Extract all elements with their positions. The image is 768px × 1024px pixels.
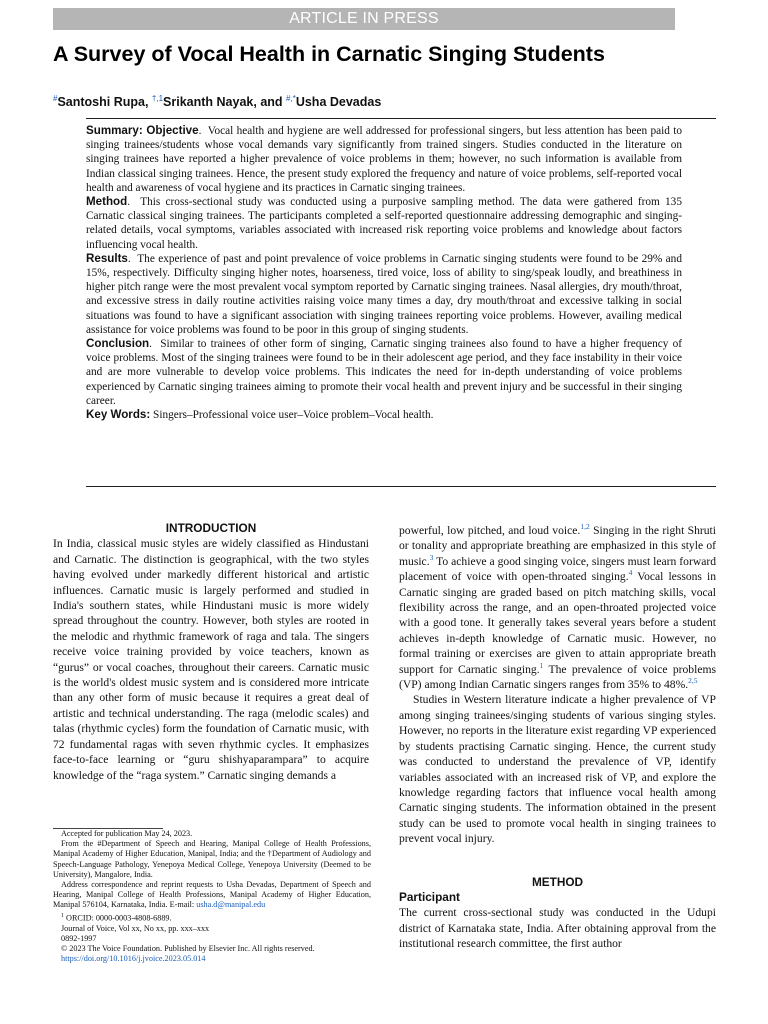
author-affiliation-mark[interactable]: †,1 xyxy=(151,94,164,103)
author-name: Santoshi Rupa, xyxy=(57,95,149,109)
citation-link[interactable]: 2,5 xyxy=(688,676,698,686)
author-affiliation-mark[interactable]: # xyxy=(53,94,58,103)
abstract xyxy=(86,124,682,422)
method-heading: METHOD xyxy=(531,874,584,889)
journal-info: Journal of Voice, Vol xx, No xx, pp. xxx–xxx xyxy=(61,923,210,933)
author-name: Srikanth Nayak, and xyxy=(163,95,283,109)
participant-heading: Participant xyxy=(399,889,460,904)
abstract-conclusion: Conclusion. Similar to trainees of other form of singing, Carnatic singing trainees also found to have a higher frequency of voice problems. Most of the singing trainees were found to be in their adolescent age period, and they face instability in their voice and are more vulnerable to develop voice problems. This indicates the need for in-depth understanding of voice problems experienced by Carnatic singing trainees aiming to promote their vocal health and prevent injury and be successful in their singing career. xyxy=(86,337,682,407)
citation-link[interactable]: 4 xyxy=(628,568,633,578)
abstract-keywords xyxy=(86,408,682,422)
introduction-paragraph-cont: powerful, low pitched, and loud voice.$^{1,2}$ Singing in the right Shruti or tonality and appropriate breathing are emphasized in this style of music.$^3$ To achieve a good singing voice, singers must learn forward placement of voice with open-throated singing.$^4$ Vocal lessons in Carnatic singing are graded based on pitch matching skills, vocal flexibility across the range, and an open-throated projected voice with a good tone. It generally takes several years before a student achieves in-depth knowledge of Carnatic music. However, no formal training or exercises are given to attain appropriate breath support for Carnatic singing.$^1$ The prevalence of voice problems (VP) among Indian Carnatic singers ranges from 35% to 48%.$^{2,5}$ xyxy=(399,522,717,692)
keywords-label: Key Words: xyxy=(86,408,151,422)
copyright: © 2023 The Voice Foundation. Published by Elsevier Inc. All rights reserved. xyxy=(61,943,315,953)
abstract-results: Results. The experience of past and point prevalence of voice problems in Carnatic singing students were found to be 29% and 15%, respectively. Difficulty singing higher notes, hoarseness, tired voice, loss of ability to sing/speak loudly, and breathiness in higher pitch range were the most prevalent vocal symptom reported by Carnatic singing trainees. Nasal allergies, dry mouth/throat, and excessive stress in daily routine activities raising voice many times a day, dry mouth/throat and excessive talking in social situations was found to have a significant association with singing trainees reporting voice problems. However, availing medical assistance for voice problems was found to be poor in this group of singing students. xyxy=(86,251,682,336)
right-column xyxy=(399,523,716,952)
author-list xyxy=(53,94,381,109)
author-affiliation-mark[interactable]: #,* xyxy=(286,94,296,103)
doi-link[interactable]: https://doi.org/10.1016/j.jvoice.2023.05.014 xyxy=(61,954,206,964)
orcid-mark: 1 xyxy=(61,912,64,919)
abstract-top-rule xyxy=(86,118,716,119)
method-label: Method xyxy=(86,195,128,209)
left-column xyxy=(53,521,369,783)
citation-link[interactable]: 3 xyxy=(429,552,434,562)
footnotes xyxy=(53,829,371,964)
article-title: A Survey of Vocal Health in Carnatic Singing Students xyxy=(53,42,605,66)
article-in-press-banner: ARTICLE IN PRESS xyxy=(53,8,675,30)
introduction-heading: INTRODUCTION xyxy=(165,521,257,535)
conclusion-label: Conclusion xyxy=(86,337,150,351)
orcid xyxy=(53,911,371,924)
results-label: Results xyxy=(86,251,128,265)
conclusion-text: Similar to trainees of other form of singing, Carnatic singing trainees also found to have a higher frequency of voice problems. Most of the singing trainees were found to be in their adolescent age period, and they face instability in their voice and are more vulnerable to develop voice problems. This indicates the need for in-depth understanding of voice problems experienced by Carnatic singing trainees aiming to promote their vocal health and prevent injury and be successful in their singing career. xyxy=(86,338,682,407)
introduction-paragraph: In India, classical music styles are widely classified as Hindustani and Carnatic. The distinction is geographical, with the two styles having evolved under markedly different historical and artistic influences. Carnatic music is largely performed and studied in India's southern states, while Hindustani music is more widely spread throughout the country. However, both styles are rooted in the melodic and rhythmic framework of raga and tala. The singers receive voice training provided by voice teachers, known as “gurus” or vocal coaches, throughout their careers. Carnatic music is the world's oldest music system and is considered more intricate than any other form of music because it requires a great deal of artistic and technical understanding. The raga (melodic scales) and talas (rhythmic cycles) form the foundation of Carnatic music, with 72 fundamental ragas with seven rhythmic cycles. It emphasizes face-to-face learning or “guru shishyaparampara” to acquire knowledge of the “raga system.” Carnatic singing demands a xyxy=(53,537,369,782)
objective-label: Summary: Objective xyxy=(86,124,199,137)
correspondence: Address correspondence and reprint requests to Usha Devadas, Department of Speech and Hearing, Manipal College of Health Professions, Manipal Academy of Higher Education, Manipal 576104, Karnataka, India. E-mail: usha.d@manipal.edu xyxy=(53,880,371,910)
abstract-method: Method. This cross-sectional study was conducted using a purposive sampling method. The data were gathered from 135 Carnatic classical singing trainees. The participants completed a self-reported questionnaire addressing demographic and singing-related details, vocal symptoms, variables associated with increased risk reporting voice problems and knowledge about factors influencing vocal health. xyxy=(86,195,682,251)
orcid-link[interactable]: ORCID: 0000-0003-4808-6889. xyxy=(66,913,172,923)
abstract-objective: Summary: Objective. Vocal health and hygiene are well addressed for professional singers, but less attention has been paid to singing trainees/students whose vocal demands vary significantly from trained singers. Studies conducted in the literature on singing trainees have reported a higher prevalence of voice problems in them; however, no such information is available from Indian classical singing trainees. Hence, the present study explored the frequency and nature of voice problems, self-reported vocal health and awareness of vocal hygiene and its practices in Carnatic singing trainees. xyxy=(86,124,682,194)
accepted-date: Accepted for publication May 24, 2023. xyxy=(61,829,193,838)
citation-link[interactable]: 1 xyxy=(539,660,544,670)
participant-paragraph: The current cross-sectional study was conducted in the Udupi district of Karnataka state, India. After obtaining approval from the institutional research committee, the first author xyxy=(399,906,716,951)
introduction-paragraph-2: Studies in Western literature indicate a higher prevalence of VP among singing trainees/singing students of various singing styles. However, no reports in the literature exist regarding VP experienced by students practising Carnatic singing. Hence, the current study was conducted to understand the prevalence of VP, identify variables associated with an increased risk of VP, and explore the knowledge regarding factors that influence vocal health among Carnatic singing students. The information obtained in the present study can be used to promote vocal health in singing trainees to prevent vocal injury. xyxy=(399,693,716,846)
keywords-text: Singers–Professional voice user–Voice problem–Vocal health. xyxy=(153,409,434,422)
email-link[interactable]: usha.d@manipal.edu xyxy=(196,900,266,910)
issn: 0892-1997 xyxy=(61,933,97,943)
objective-text: Vocal health and hygiene are well addressed for professional singers, but less attention has been paid to singing trainees/students whose vocal demands vary significantly from trained singers. Studies conducted in the literature on singing trainees have reported a higher prevalence of voice problems in them; however, no such information is available from Indian classical singing trainees. Hence, the present study explored the frequency and nature of voice problems, self-reported vocal health and awareness of vocal hygiene and its practices in Carnatic singing trainees. xyxy=(86,125,682,194)
method-text: This cross-sectional study was conducted using a purposive sampling method. The data were gathered from 135 Carnatic classical singing trainees. The participants completed a self-reported questionnaire addressing demographic and singing-related details, vocal symptoms, variables associated with increased risk reporting voice problems and knowledge about factors influencing vocal health. xyxy=(86,196,682,251)
abstract-bottom-rule xyxy=(86,486,716,487)
results-text: The experience of past and point prevalence of voice problems in Carnatic singing students were found to be 29% and 15%, respectively. Difficulty singing higher notes, hoarseness, tired voice, loss of ability to sing/speak loudly, and breathiness in higher pitch range were the most prevalent vocal symptom reported by Carnatic singing trainees. Nasal allergies, dry mouth/throat, and excessive stress in daily routine activities raising voice many times a day, dry mouth/throat and excessive talking in social situations was found to have a significant association with singing trainees reporting voice problems. However, availing medical assistance for voice problems was found to be poor in this group of singing students. xyxy=(86,252,682,336)
author-name: Usha Devadas xyxy=(295,95,382,109)
citation-link[interactable]: 1,2 xyxy=(580,522,590,531)
affiliations: From the #Department of Speech and Hearing, Manipal College of Health Professions, Manipal Academy of Higher Education, Manipal, India; and the †Department of Audiology and Speech-Language Pathology, Yenepoya Medical College, Yenepoya University (Deemed to be University), Mangalore, India. xyxy=(53,839,371,879)
